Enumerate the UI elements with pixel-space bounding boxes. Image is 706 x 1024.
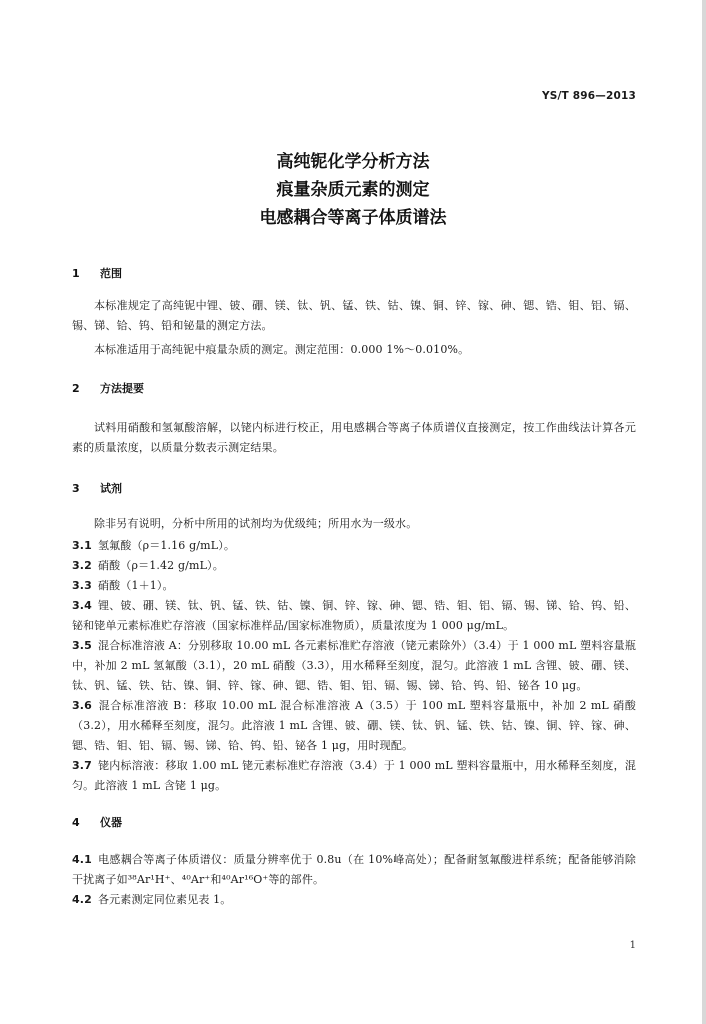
section-heading-method bbox=[72, 380, 144, 396]
standard-code: YS/T 896—2013 bbox=[541, 90, 636, 102]
item-text: 铑内标溶液：移取 1.00 mL 铑元素标准贮存溶液（3.4）于 1 000 mL 塑料容量瓶中，用水稀释至刻度，混匀。此溶液 1 mL 含铑 1 μg。 bbox=[72, 759, 636, 792]
section-title: 试剂 bbox=[100, 482, 122, 495]
reagent-item bbox=[72, 636, 636, 696]
scope-paragraph-1: 本标准规定了高纯铌中锂、铍、硼、镁、钛、钒、锰、铁、钴、镍、铜、锌、镓、砷、锶、锆、钼、铝、镉、锡、锑、铪、钨、铅和铋量的测定方法。 bbox=[72, 299, 636, 332]
section-title: 仪器 bbox=[100, 816, 122, 829]
page-number: 1 bbox=[629, 940, 636, 951]
section-title: 方法提要 bbox=[100, 382, 144, 395]
item-text: 混合标准溶液 B：移取 10.00 mL 混合标准溶液 A（3.5）于 100 mL 塑料容量瓶中，补加 2 mL 硝酸（3.2），用水稀释至刻度，混匀。此溶液 1 mL 含锂、铍、硼、镁、钛、钒、锰、铁、钴、镍、铜、锌、镓、砷、锶、锆、钼、铝、镉、锡、锑、铪、钨、铅、铋各 1 μg，用时现配。 bbox=[72, 699, 636, 752]
document-title bbox=[0, 148, 706, 232]
instrument-item bbox=[72, 890, 636, 910]
section-number: 3 bbox=[72, 482, 80, 495]
title-line-2: 痕量杂质元素的测定 bbox=[276, 180, 430, 200]
instrument-item bbox=[72, 850, 636, 890]
item-number: 3.5 bbox=[72, 639, 92, 652]
scope-paragraph-2: 本标准适用于高纯铌中痕量杂质的测定。测定范围：0.000 1%～0.010%。 bbox=[94, 343, 470, 356]
title-line-3: 电感耦合等离子体质谱法 bbox=[259, 208, 447, 228]
item-number: 3.4 bbox=[72, 599, 92, 612]
reagent-item bbox=[72, 556, 636, 576]
section-title: 范围 bbox=[100, 267, 122, 280]
section-number: 4 bbox=[72, 816, 80, 829]
item-text: 锂、铍、硼、镁、钛、钒、锰、铁、钴、镍、铜、锌、镓、砷、锶、锆、钼、铝、镉、锡、锑、铪、钨、铅、铋和铑单元素标准贮存溶液（国家标准样品/国家标准物质），质量浓度为 1 000 μg/mL。 bbox=[72, 599, 636, 632]
section-number: 2 bbox=[72, 382, 80, 395]
section-heading-instruments bbox=[72, 814, 122, 830]
section-number: 1 bbox=[72, 267, 80, 280]
section-heading-reagents bbox=[72, 480, 122, 496]
reagent-item bbox=[72, 536, 636, 556]
item-number: 3.2 bbox=[72, 559, 92, 572]
page-edge-shadow bbox=[702, 0, 706, 1024]
reagents-intro: 除非另有说明，分析中所用的试剂均为优级纯；所用水为一级水。 bbox=[94, 517, 418, 530]
item-text: 电感耦合等离子体质谱仪：质量分辨率优于 0.8u（在 10%峰高处）；配备耐氢氟酸进样系统；配备能够消除干扰离子如³⁸Ar¹H⁺、⁴⁰Ar⁺和⁴⁰Ar¹⁶O⁺等的部件。 bbox=[72, 853, 636, 886]
reagent-item bbox=[72, 756, 636, 796]
title-line-1: 高纯铌化学分析方法 bbox=[276, 152, 430, 172]
item-text: 硝酸（1＋1）。 bbox=[98, 579, 174, 592]
reagent-item bbox=[72, 596, 636, 636]
reagent-item bbox=[72, 576, 636, 596]
item-number: 3.7 bbox=[72, 759, 92, 772]
item-text: 混合标准溶液 A：分别移取 10.00 mL 各元素标准贮存溶液（铑元素除外）（3.4）于 1 000 mL 塑料容量瓶中，补加 2 mL 氢氟酸（3.1），20 mL 硝酸（3.3），用水稀释至刻度，混匀。此溶液 1 mL 含锂、铍、硼、镁、钛、钒、锰、铁、钴、镍、铜、锌、镓、砷、锶、锆、钼、铝、镉、锡、锑、铪、钨、铅、铋各 10 μg。 bbox=[72, 639, 636, 692]
item-number: 4.2 bbox=[72, 893, 92, 906]
item-number: 3.3 bbox=[72, 579, 92, 592]
item-number: 4.1 bbox=[72, 853, 92, 866]
item-number: 3.1 bbox=[72, 539, 92, 552]
item-text: 各元素测定同位素见表 1。 bbox=[98, 893, 232, 906]
item-text: 氢氟酸（ρ＝1.16 g/mL）。 bbox=[98, 539, 235, 552]
method-paragraph: 试料用硝酸和氢氟酸溶解，以铑内标进行校正，用电感耦合等离子体质谱仪直接测定，按工作曲线法计算各元素的质量浓度，以质量分数表示测定结果。 bbox=[72, 421, 636, 454]
reagent-item bbox=[72, 696, 636, 756]
item-text: 硝酸（ρ＝1.42 g/mL）。 bbox=[98, 559, 224, 572]
section-heading-scope bbox=[72, 265, 122, 281]
item-number: 3.6 bbox=[72, 699, 92, 712]
